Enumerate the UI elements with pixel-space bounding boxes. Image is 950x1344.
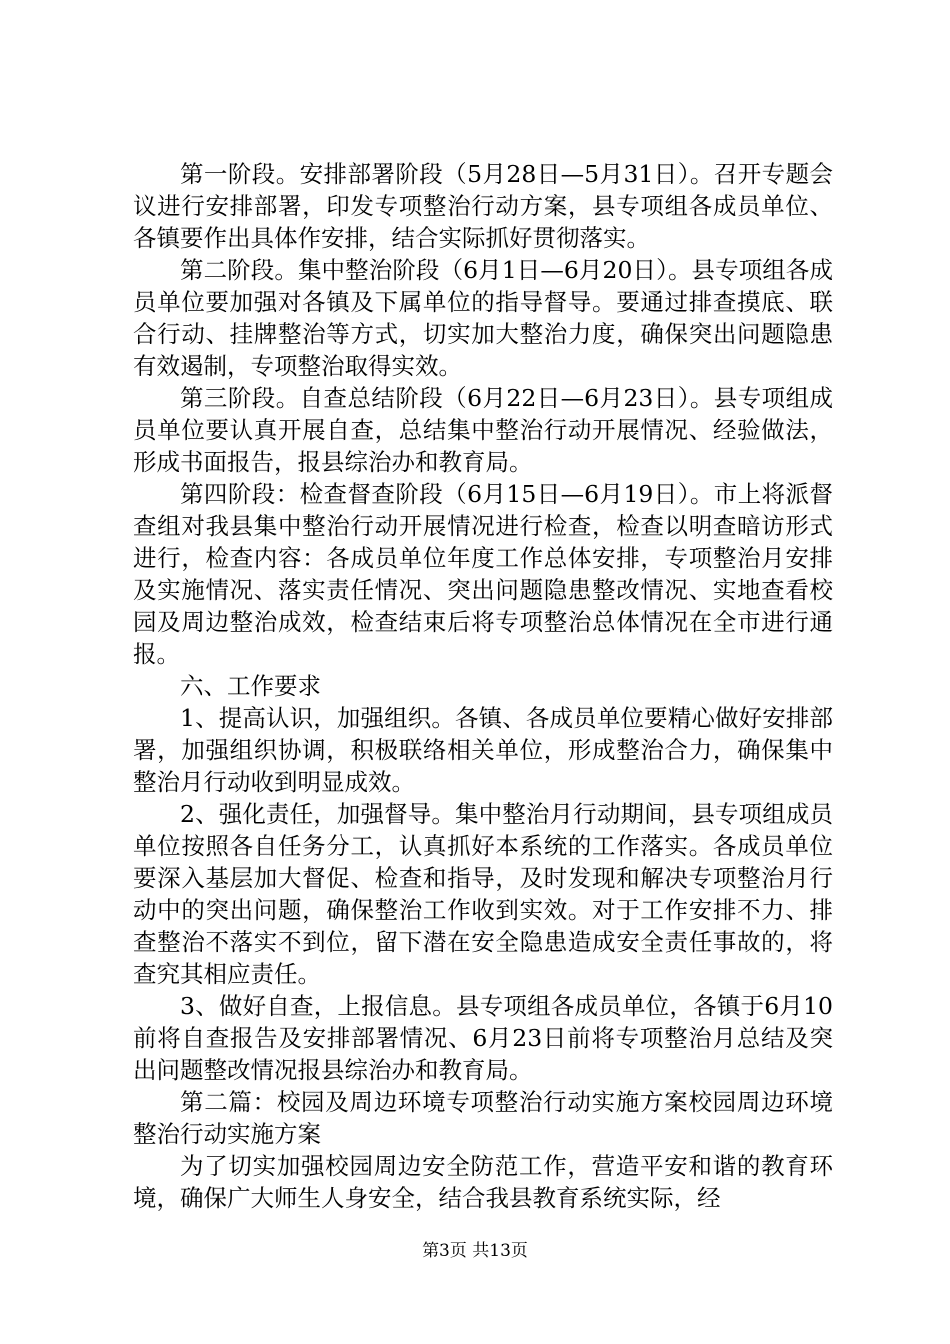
section-heading-work-requirements: 六、工作要求	[180, 672, 321, 700]
paragraph-requirement-two: 2、强化责任，加强督导。集中整治月行动期间，县专项组成员单位按照各自任务分工，认真抓好本系统的工作落实。各成员单位要深入基层加大督促、检查和指导，及时发现和解决专项整治月行动中的突出问题，确保整治工作收到实效。对于工作安排不力、排查整治不落实不到位，留下潜在安全隐患造成安全责任事故的，将查究其相应责任。	[133, 800, 833, 988]
paragraph-phase-four: 第四阶段：检查督查阶段（6月15日—6月19日）。市上将派督查组对我县集中整治行动开展情况进行检查，检查以明查暗访形式进行，检查内容：各成员单位年度工作总体安排，专项整治月安排及实施情况、落实责任情况、突出问题隐患整改情况、实地查看校园及周边整治成效，检查结束后将专项整治总体情况在全市进行通报。	[133, 480, 833, 668]
paragraph-requirement-three: 3、做好自查，上报信息。县专项组各成员单位，各镇于6月10前将自查报告及安排部署情况、6月23日前将专项整治月总结及突出问题整改情况报县综治办和教育局。	[133, 992, 833, 1084]
paragraph-phase-two: 第二阶段。集中整治阶段（6月1日—6月20日）。县专项组各成员单位要加强对各镇及下属单位的指导督导。要通过排查摸底、联合行动、挂牌整治等方式，切实加大整治力度，确保突出问题隐患有效遏制，专项整治取得实效。	[133, 256, 833, 380]
page-number-footer: 第3页 共13页	[422, 1241, 528, 1261]
paragraph-phase-three: 第三阶段。自查总结阶段（6月22日—6月23日）。县专项组成员单位要认真开展自查，总结集中整治行动开展情况、经验做法，形成书面报告，报县综治办和教育局。	[133, 384, 833, 476]
document-body	[133, 158, 833, 1214]
paragraph-chapter-two-title: 第二篇：校园及周边环境专项整治行动实施方案校园周边环境整治行动实施方案	[133, 1088, 833, 1148]
paragraph-chapter-two-intro: 为了切实加强校园周边安全防范工作，营造平安和谐的教育环境，确保广大师生人身安全，结合我县教育系统实际，经	[133, 1152, 833, 1212]
paragraph-phase-one: 第一阶段。安排部署阶段（5月28日—5月31日）。召开专题会议进行安排部署，印发专项整治行动方案，县专项组各成员单位、各镇要作出具体作安排，结合实际抓好贯彻落实。	[133, 160, 833, 252]
paragraph-requirement-one: 1、提高认识，加强组织。各镇、各成员单位要精心做好安排部署，加强组织协调，积极联络相关单位，形成整治合力，确保集中整治月行动收到明显成效。	[133, 704, 833, 796]
